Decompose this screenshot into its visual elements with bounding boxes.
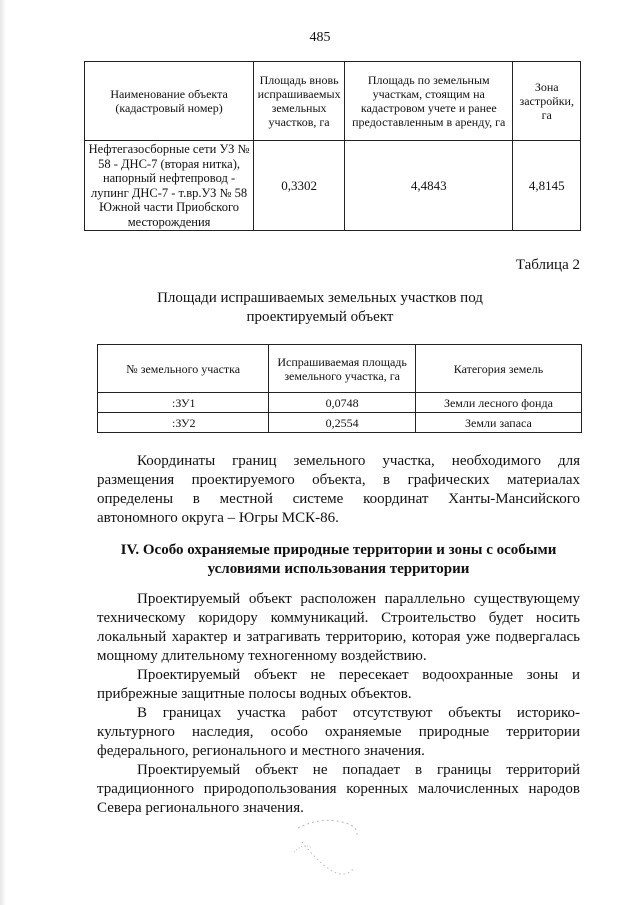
scan-edge xyxy=(0,0,5,905)
table-row xyxy=(98,393,582,413)
table-row xyxy=(85,141,581,231)
table-2-title xyxy=(0,289,640,327)
col-header-registered-area: Площадь по земельным участкам, стоящим на кадастровом учете и ранее предоставленным в аренду, га xyxy=(345,62,513,141)
col-header-land-category: Категория земель xyxy=(415,345,581,393)
table-row xyxy=(98,413,582,433)
table-2-label: Таблица 2 xyxy=(515,257,580,273)
table-header-row xyxy=(85,62,581,141)
cell-requested-area: 0,0748 xyxy=(269,393,416,413)
col-header-plot-number: № земельного участка xyxy=(98,345,269,393)
coordinates-paragraph xyxy=(97,452,580,528)
cell-registered-area: 4,4843 xyxy=(345,141,513,231)
cell-requested-area: 0,2554 xyxy=(269,413,416,433)
cell-plot-number: :ЗУ1 xyxy=(98,393,269,413)
objects-area-table xyxy=(84,61,581,231)
cell-object-name: Нефтегазосборные сети УЗ № 58 - ДНС-7 (вторая нитка), напорный нефтепровод - лупинг ДНС-7 - т.вр.УЗ № 58 Южной части Приобского месторождения xyxy=(85,141,254,231)
page-number: 485 xyxy=(309,30,331,45)
col-header-object-name: Наименование объекта (кадастровый номер) xyxy=(85,62,254,141)
signature-mark xyxy=(290,808,380,880)
cell-land-category: Земли запаса xyxy=(415,413,581,433)
section-paragraph xyxy=(97,666,580,704)
cell-new-area: 0,3302 xyxy=(254,141,345,231)
section-paragraph-text: Проектируемый объект не попадает в границы территорий традиционного природопользования коренных малочисленных народов Севера регионального значения. xyxy=(97,762,580,816)
section-paragraph-text: Проектируемый объект расположен параллельно существующему техническому коридору коммуникаций. Строительство будет носить локальный характер и затрагивать территорию, которая уже подвергалась мощному длительному техногенному воздействию. xyxy=(97,591,580,664)
cell-zone: 4,8145 xyxy=(513,141,581,231)
section-paragraph-text: В границах участка работ отсутствуют объекты историко-культурного наследия, особо охраняемые природные территории федерального, регионального и местного значения. xyxy=(97,705,580,759)
land-plots-table xyxy=(97,344,582,433)
col-header-requested-area: Испрашиваемая площадь земельного участка, га xyxy=(269,345,416,393)
table-header-row xyxy=(98,345,582,393)
table-2-title-text: Площади испрашиваемых земельных участков под проектируемый объект xyxy=(157,290,483,325)
col-header-new-area: Площадь вновь испрашиваемых земельных участков, га xyxy=(254,62,345,141)
section-paragraph xyxy=(97,704,580,761)
cell-land-category: Земли лесного фонда xyxy=(415,393,581,413)
section-heading: IV. Особо охраняемые природные территории и зоны с особыми условиями использования территории xyxy=(120,542,557,577)
section-paragraph-text: Проектируемый объект не пересекает водоохранные зоны и прибрежные защитные полосы водных объектов. xyxy=(97,667,580,702)
col-header-zone: Зона застройки, га xyxy=(513,62,581,141)
coordinates-paragraph-text: Координаты границ земельного участка, необходимого для размещения проектируемого объекта, в графических материалах определены в местной системе координат Ханты-Мансийского автономного округа – Югры МСК-86. xyxy=(97,453,580,526)
section-paragraph xyxy=(97,590,580,666)
cell-plot-number: :ЗУ2 xyxy=(98,413,269,433)
